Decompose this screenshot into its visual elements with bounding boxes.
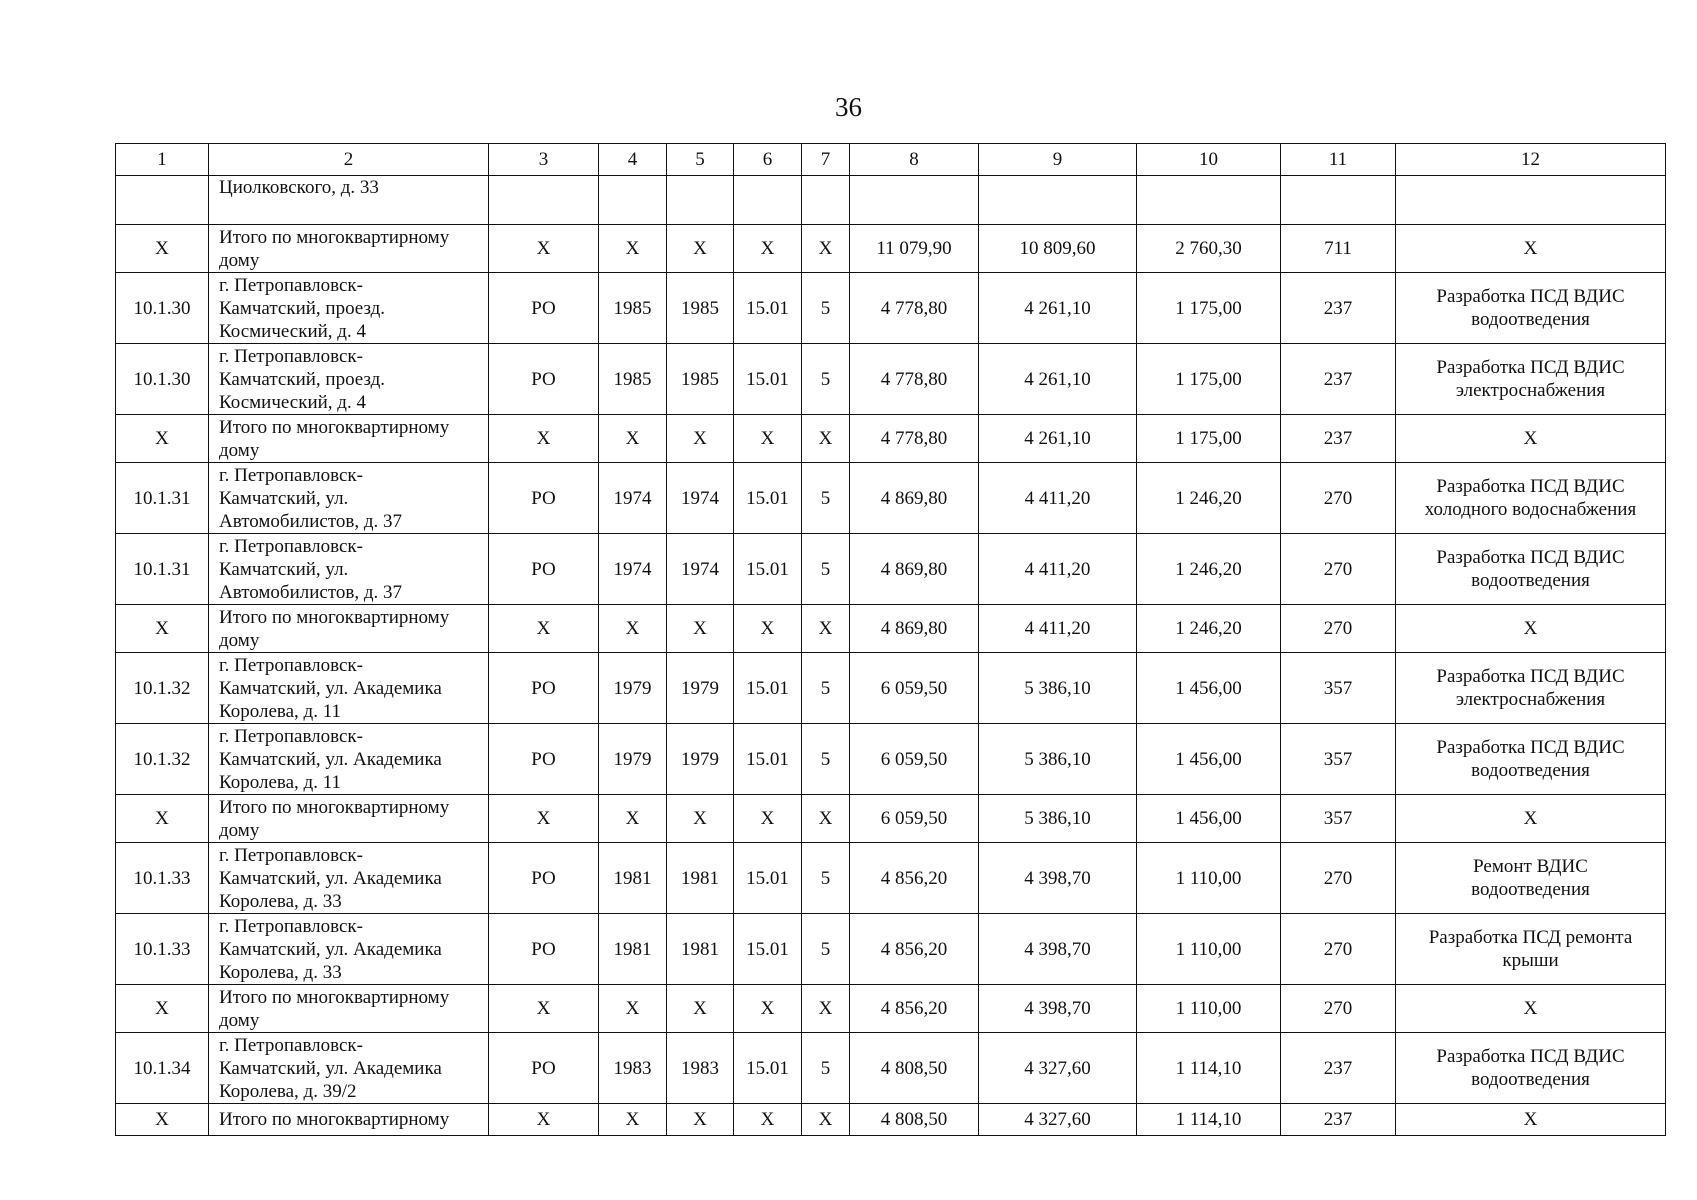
work-line: X (1523, 1109, 1538, 1130)
row-area-total-cell: 6 059,50 (850, 724, 979, 795)
row-year-built-cell: 1981 (599, 843, 667, 914)
row-number-cell: 10.1.33 (116, 914, 209, 985)
row-number-cell: 10.1.30 (116, 344, 209, 415)
row-residents-cell: 237 (1281, 1104, 1396, 1136)
column-header: 4 (599, 144, 667, 176)
address-line: Камчатский, ул. Академика (219, 938, 442, 960)
address-line: г. Петропавловск- (219, 725, 363, 747)
row-work-type-cell (1396, 605, 1666, 653)
address-line: Королева, д. 39/2 (219, 1080, 357, 1102)
row-work-type-cell (1396, 344, 1666, 415)
row-area-total-cell: 4 808,50 (850, 1104, 979, 1136)
row-floors-cell: X (802, 225, 850, 273)
row-type-cell: РО (489, 724, 599, 795)
work-line: Разработка ПСД ВДИС (1436, 476, 1625, 497)
work-line: водоотведения (1471, 879, 1590, 900)
row-residents-cell (1281, 176, 1396, 225)
address-line: Космический, д. 4 (219, 320, 366, 342)
row-year-built-cell: X (599, 795, 667, 843)
row-code-cell: 15.01 (734, 653, 802, 724)
row-area-living-cell: 4 327,60 (979, 1104, 1137, 1136)
row-residents-cell: 357 (1281, 795, 1396, 843)
row-area-common-cell: 1 110,00 (1137, 985, 1281, 1033)
row-area-total-cell: 4 869,80 (850, 463, 979, 534)
work-line: Разработка ПСД ВДИС (1436, 286, 1625, 307)
work-line: X (1523, 808, 1538, 829)
row-address-cell (209, 176, 489, 225)
page-number: 36 (835, 92, 862, 122)
row-residents-cell: 270 (1281, 985, 1396, 1033)
row-type-cell: X (489, 415, 599, 463)
row-area-common-cell: 1 456,00 (1137, 653, 1281, 724)
row-area-living-cell: 5 386,10 (979, 795, 1137, 843)
address-line: Королева, д. 11 (219, 700, 342, 722)
row-year-built-cell: X (599, 415, 667, 463)
row-address-cell (209, 1033, 489, 1104)
row-address-cell (209, 605, 489, 653)
row-year-built-cell: 1985 (599, 273, 667, 344)
row-residents-cell: 711 (1281, 225, 1396, 273)
row-number-cell: 10.1.33 (116, 843, 209, 914)
row-area-common-cell: 1 246,20 (1137, 534, 1281, 605)
row-floors-cell: 5 (802, 843, 850, 914)
row-area-common-cell: 1 175,00 (1137, 344, 1281, 415)
table-row-total (116, 415, 1666, 463)
row-work-type-cell (1396, 843, 1666, 914)
column-header: 1 (116, 144, 209, 176)
row-year-commissioned-cell: 1981 (667, 914, 734, 985)
row-year-commissioned-cell: 1985 (667, 273, 734, 344)
row-area-living-cell: 4 327,60 (979, 1033, 1137, 1104)
row-year-commissioned-cell: 1981 (667, 843, 734, 914)
work-line: Разработка ПСД ВДИС (1436, 666, 1625, 687)
work-line: электроснабжения (1455, 689, 1606, 710)
row-area-common-cell: 1 246,20 (1137, 463, 1281, 534)
address-line: Камчатский, проезд. (219, 368, 386, 390)
work-line: водоотведения (1471, 1069, 1590, 1090)
row-floors-cell: X (802, 985, 850, 1033)
address-line: Королева, д. 33 (219, 961, 342, 983)
row-address-cell (209, 534, 489, 605)
work-line: холодного водоснабжения (1424, 499, 1637, 520)
table-row (116, 914, 1666, 985)
row-year-built-cell: 1979 (599, 724, 667, 795)
row-residents-cell: 357 (1281, 653, 1396, 724)
row-code-cell: X (734, 415, 802, 463)
row-area-total-cell: 4 778,80 (850, 344, 979, 415)
row-residents-cell: 237 (1281, 344, 1396, 415)
row-year-commissioned-cell: 1979 (667, 724, 734, 795)
table-row-total (116, 225, 1666, 273)
row-work-type-cell (1396, 463, 1666, 534)
row-type-cell (489, 176, 599, 225)
row-area-living-cell: 5 386,10 (979, 724, 1137, 795)
row-year-built-cell: 1974 (599, 463, 667, 534)
row-code-cell: 15.01 (734, 273, 802, 344)
row-year-built-cell: X (599, 225, 667, 273)
table-row (116, 534, 1666, 605)
address-line: Автомобилистов, д. 37 (219, 581, 403, 603)
work-line: X (1523, 428, 1538, 449)
row-area-living-cell: 4 411,20 (979, 463, 1137, 534)
address-line: Камчатский, ул. Академика (219, 1057, 442, 1079)
row-code-cell: 15.01 (734, 914, 802, 985)
table-row (116, 653, 1666, 724)
column-header: 7 (802, 144, 850, 176)
row-code-cell: 15.01 (734, 463, 802, 534)
row-year-commissioned-cell (667, 176, 734, 225)
row-work-type-cell (1396, 1104, 1666, 1136)
row-year-commissioned-cell: X (667, 1104, 734, 1136)
row-area-common-cell: 1 175,00 (1137, 415, 1281, 463)
row-area-common-cell: 1 456,00 (1137, 795, 1281, 843)
column-header: 9 (979, 144, 1137, 176)
address-line: дому (219, 439, 260, 461)
address-line: Автомобилистов, д. 37 (219, 510, 403, 532)
row-number-cell: 10.1.34 (116, 1033, 209, 1104)
row-work-type-cell (1396, 225, 1666, 273)
row-number-cell: 10.1.30 (116, 273, 209, 344)
row-area-living-cell: 4 398,70 (979, 914, 1137, 985)
row-year-commissioned-cell: X (667, 415, 734, 463)
column-header: 11 (1281, 144, 1396, 176)
column-header: 5 (667, 144, 734, 176)
row-floors-cell: X (802, 605, 850, 653)
row-area-total-cell: 4 778,80 (850, 415, 979, 463)
row-area-living-cell: 5 386,10 (979, 653, 1137, 724)
table-row-total (116, 795, 1666, 843)
row-floors-cell: 5 (802, 1033, 850, 1104)
address-line: г. Петропавловск- (219, 464, 363, 486)
table-row (116, 1033, 1666, 1104)
row-area-living-cell (979, 176, 1137, 225)
row-type-cell: РО (489, 273, 599, 344)
address-line: дому (219, 819, 260, 841)
address-line: Камчатский, проезд. (219, 297, 386, 319)
row-code-cell: 15.01 (734, 1033, 802, 1104)
row-floors-cell: 5 (802, 724, 850, 795)
table-row-total (116, 605, 1666, 653)
row-address-cell (209, 463, 489, 534)
row-area-common-cell: 1 246,20 (1137, 605, 1281, 653)
row-area-living-cell: 4 398,70 (979, 985, 1137, 1033)
row-work-type-cell (1396, 653, 1666, 724)
row-residents-cell: 237 (1281, 1033, 1396, 1104)
address-line: Камчатский, ул. (219, 487, 349, 509)
address-line: Итого по многоквартирному (219, 986, 450, 1008)
row-code-cell: 15.01 (734, 534, 802, 605)
work-line: водоотведения (1471, 760, 1590, 781)
row-number-cell: X (116, 1104, 209, 1136)
row-work-type-cell (1396, 415, 1666, 463)
row-floors-cell: X (802, 795, 850, 843)
row-year-built-cell: X (599, 1104, 667, 1136)
row-code-cell: X (734, 225, 802, 273)
row-residents-cell: 237 (1281, 415, 1396, 463)
row-code-cell (734, 176, 802, 225)
row-area-common-cell: 1 456,00 (1137, 724, 1281, 795)
row-address-cell (209, 795, 489, 843)
row-number-cell: X (116, 985, 209, 1033)
row-code-cell: X (734, 605, 802, 653)
work-line: Разработка ПСД ВДИС (1436, 737, 1625, 758)
row-number-cell: X (116, 225, 209, 273)
row-area-common-cell: 1 110,00 (1137, 914, 1281, 985)
column-header: 10 (1137, 144, 1281, 176)
row-floors-cell: 5 (802, 653, 850, 724)
row-type-cell: X (489, 795, 599, 843)
table-row (116, 273, 1666, 344)
table-row (116, 843, 1666, 914)
row-type-cell: X (489, 225, 599, 273)
row-year-built-cell: 1974 (599, 534, 667, 605)
work-line: Ремонт ВДИС (1473, 856, 1588, 877)
row-area-common-cell: 1 114,10 (1137, 1104, 1281, 1136)
row-area-common-cell: 1 175,00 (1137, 273, 1281, 344)
work-line: X (1523, 998, 1538, 1019)
row-area-living-cell: 4 411,20 (979, 534, 1137, 605)
address-line: дому (219, 249, 260, 271)
row-type-cell: РО (489, 463, 599, 534)
row-year-commissioned-cell: X (667, 225, 734, 273)
row-area-living-cell: 4 411,20 (979, 605, 1137, 653)
row-address-cell (209, 1104, 489, 1136)
row-area-total-cell: 11 079,90 (850, 225, 979, 273)
row-year-built-cell: 1985 (599, 344, 667, 415)
address-line: г. Петропавловск- (219, 345, 363, 367)
address-line: Итого по многоквартирному (219, 606, 450, 628)
address-line: Циолковского, д. 33 (219, 177, 379, 198)
row-area-total-cell: 4 856,20 (850, 985, 979, 1033)
row-number-cell (116, 176, 209, 225)
row-area-total-cell: 4 808,50 (850, 1033, 979, 1104)
row-type-cell: X (489, 985, 599, 1033)
row-floors-cell: 5 (802, 534, 850, 605)
row-area-common-cell: 1 110,00 (1137, 843, 1281, 914)
row-area-total-cell: 4 778,80 (850, 273, 979, 344)
address-line: Камчатский, ул. Академика (219, 748, 442, 770)
row-work-type-cell (1396, 534, 1666, 605)
row-floors-cell: X (802, 1104, 850, 1136)
row-residents-cell: 270 (1281, 605, 1396, 653)
address-line: дому (219, 629, 260, 651)
row-year-built-cell: 1981 (599, 914, 667, 985)
row-area-living-cell: 4 398,70 (979, 843, 1137, 914)
row-year-built-cell: X (599, 605, 667, 653)
row-area-total-cell: 6 059,50 (850, 653, 979, 724)
row-type-cell: РО (489, 914, 599, 985)
row-year-commissioned-cell: 1983 (667, 1033, 734, 1104)
work-line: X (1523, 618, 1538, 639)
row-year-commissioned-cell: 1974 (667, 463, 734, 534)
row-code-cell: X (734, 985, 802, 1033)
address-line: дому (219, 1009, 260, 1031)
row-code-cell: X (734, 1104, 802, 1136)
address-line: г. Петропавловск- (219, 274, 363, 296)
address-line: Камчатский, ул. Академика (219, 867, 442, 889)
row-residents-cell: 270 (1281, 914, 1396, 985)
row-address-cell (209, 273, 489, 344)
row-year-commissioned-cell: X (667, 795, 734, 843)
address-line: г. Петропавловск- (219, 915, 363, 937)
address-line: г. Петропавловск- (219, 1034, 363, 1056)
row-address-cell (209, 344, 489, 415)
work-line: крыши (1502, 950, 1559, 971)
row-address-cell (209, 914, 489, 985)
header-row (116, 144, 1666, 176)
row-type-cell: РО (489, 653, 599, 724)
work-line: Разработка ПСД ВДИС (1436, 1046, 1625, 1067)
row-floors-cell: 5 (802, 344, 850, 415)
row-residents-cell: 270 (1281, 534, 1396, 605)
address-line: Итого по многоквартирному (219, 416, 450, 438)
row-floors-cell: 5 (802, 273, 850, 344)
row-work-type-cell (1396, 795, 1666, 843)
table-row (116, 724, 1666, 795)
work-line: электроснабжения (1455, 380, 1606, 401)
row-code-cell: X (734, 795, 802, 843)
row-year-commissioned-cell: X (667, 605, 734, 653)
column-header: 2 (209, 144, 489, 176)
address-line: г. Петропавловск- (219, 535, 363, 557)
row-address-cell (209, 843, 489, 914)
table-row (116, 463, 1666, 534)
row-work-type-cell (1396, 914, 1666, 985)
address-line: Космический, д. 4 (219, 391, 366, 413)
column-header: 3 (489, 144, 599, 176)
column-header: 6 (734, 144, 802, 176)
row-year-built-cell (599, 176, 667, 225)
column-header: 12 (1396, 144, 1666, 176)
address-line: Королева, д. 11 (219, 771, 342, 793)
row-area-living-cell: 4 261,10 (979, 415, 1137, 463)
row-number-cell: X (116, 415, 209, 463)
table-row-continuation (116, 176, 1666, 225)
address-line: Итого по многоквартирному (219, 1109, 450, 1130)
row-number-cell: 10.1.32 (116, 724, 209, 795)
table-row (116, 344, 1666, 415)
row-work-type-cell (1396, 176, 1666, 225)
work-line: Разработка ПСД ВДИС (1436, 547, 1625, 568)
row-work-type-cell (1396, 724, 1666, 795)
row-year-commissioned-cell: 1979 (667, 653, 734, 724)
row-area-common-cell (1137, 176, 1281, 225)
row-area-total-cell (850, 176, 979, 225)
row-year-built-cell: 1979 (599, 653, 667, 724)
work-line: водоотведения (1471, 309, 1590, 330)
address-line: г. Петропавловск- (219, 844, 363, 866)
address-line: Камчатский, ул. Академика (219, 677, 442, 699)
row-area-common-cell: 1 114,10 (1137, 1033, 1281, 1104)
row-area-living-cell: 4 261,10 (979, 344, 1137, 415)
row-area-total-cell: 4 856,20 (850, 843, 979, 914)
work-line: Разработка ПСД ВДИС (1436, 357, 1625, 378)
row-type-cell: X (489, 1104, 599, 1136)
row-type-cell: РО (489, 1033, 599, 1104)
row-address-cell (209, 415, 489, 463)
row-floors-cell: 5 (802, 914, 850, 985)
work-line: водоотведения (1471, 570, 1590, 591)
row-area-total-cell: 4 869,80 (850, 605, 979, 653)
row-floors-cell (802, 176, 850, 225)
address-line: Итого по многоквартирному (219, 226, 450, 248)
row-area-common-cell: 2 760,30 (1137, 225, 1281, 273)
row-area-total-cell: 4 869,80 (850, 534, 979, 605)
row-work-type-cell (1396, 1033, 1666, 1104)
address-line: Королева, д. 33 (219, 890, 342, 912)
row-code-cell: 15.01 (734, 344, 802, 415)
row-type-cell: РО (489, 534, 599, 605)
row-residents-cell: 357 (1281, 724, 1396, 795)
address-line: г. Петропавловск- (219, 654, 363, 676)
row-work-type-cell (1396, 985, 1666, 1033)
row-address-cell (209, 225, 489, 273)
row-area-total-cell: 6 059,50 (850, 795, 979, 843)
row-residents-cell: 270 (1281, 463, 1396, 534)
row-year-commissioned-cell: 1974 (667, 534, 734, 605)
row-work-type-cell (1396, 273, 1666, 344)
row-address-cell (209, 653, 489, 724)
address-line: Итого по многоквартирному (219, 796, 450, 818)
row-area-living-cell: 10 809,60 (979, 225, 1137, 273)
row-residents-cell: 270 (1281, 843, 1396, 914)
data-table (115, 143, 1666, 1136)
column-header: 8 (850, 144, 979, 176)
row-year-commissioned-cell: 1985 (667, 344, 734, 415)
row-year-built-cell: 1983 (599, 1033, 667, 1104)
row-number-cell: X (116, 795, 209, 843)
row-area-living-cell: 4 261,10 (979, 273, 1137, 344)
address-line: Камчатский, ул. (219, 558, 349, 580)
work-line: Разработка ПСД ремонта (1428, 927, 1633, 948)
row-code-cell: 15.01 (734, 843, 802, 914)
row-number-cell: 10.1.32 (116, 653, 209, 724)
table-row-total (116, 985, 1666, 1033)
row-year-built-cell: X (599, 985, 667, 1033)
row-floors-cell: 5 (802, 463, 850, 534)
row-number-cell: 10.1.31 (116, 534, 209, 605)
table-row-total (116, 1104, 1666, 1136)
row-number-cell: 10.1.31 (116, 463, 209, 534)
row-code-cell: 15.01 (734, 724, 802, 795)
row-type-cell: РО (489, 843, 599, 914)
row-number-cell: X (116, 605, 209, 653)
row-area-total-cell: 4 856,20 (850, 914, 979, 985)
work-line: X (1523, 238, 1538, 259)
row-address-cell (209, 724, 489, 795)
row-floors-cell: X (802, 415, 850, 463)
row-year-commissioned-cell: X (667, 985, 734, 1033)
row-type-cell: X (489, 605, 599, 653)
row-type-cell: РО (489, 344, 599, 415)
row-address-cell (209, 985, 489, 1033)
row-residents-cell: 237 (1281, 273, 1396, 344)
